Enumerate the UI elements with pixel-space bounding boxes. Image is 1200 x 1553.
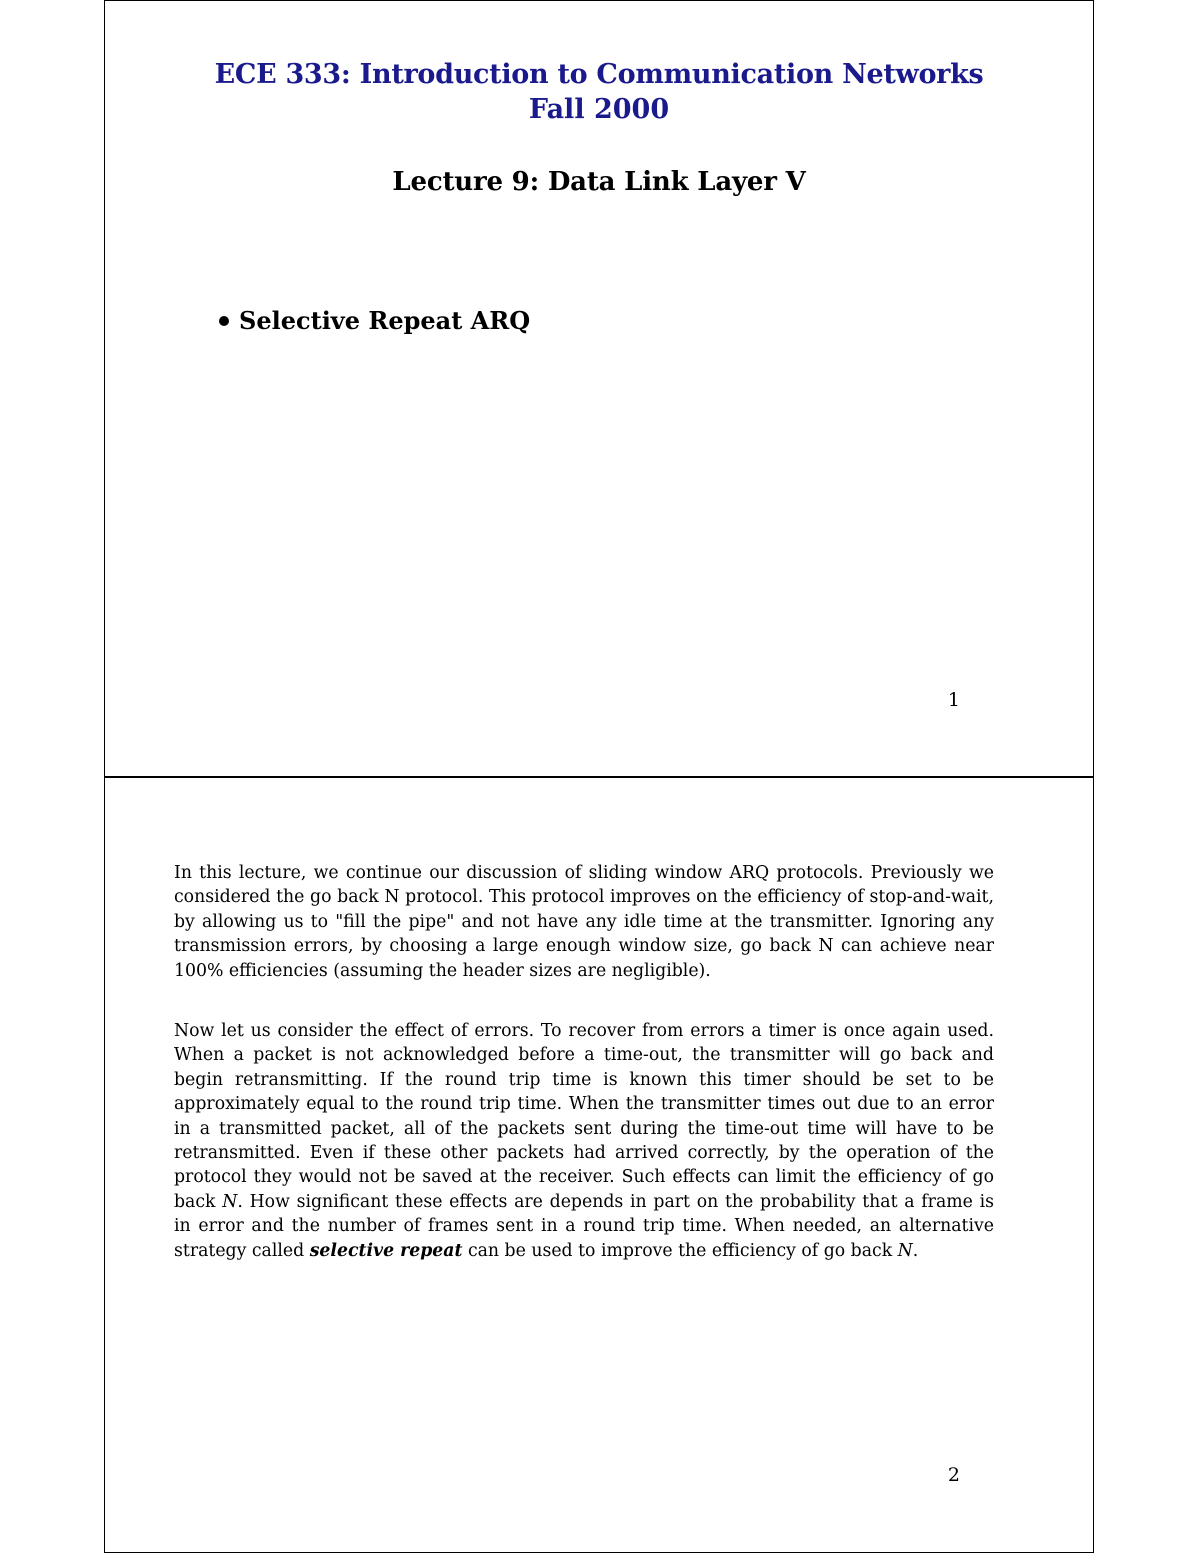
paragraph-text: can be used to improve the efficiency of go back [462,1240,898,1261]
slide-2 [104,776,1094,1553]
paragraph-errors [174,1019,994,1263]
lecture-title: Lecture 9: Data Link Layer V [392,167,806,197]
variable-n: N [897,1240,913,1261]
paragraph-intro: In this lecture, we continue our discussion of sliding window ARQ protocols. Previously we considered the go back N protocol. This protocol improves on the efficiency of stop-and-wait, by allowing us to "fill the pipe" and not have any idle time at the transmitter. Ignoring any transmission errors, by choosing a large enough window size, go back N can achieve near 100% efficiencies (assuming the header sizes are negligible). [174,863,994,981]
course-title: ECE 333: Introduction to Communication Networks [214,59,984,90]
topic-list [219,306,530,335]
emphasized-term: selective repeat [309,1240,463,1261]
course-term: Fall 2000 [528,94,670,125]
page-number: 1 [947,689,960,711]
slide-1 [104,0,1094,778]
bullet-icon [219,316,229,326]
topic-label: Selective Repeat ARQ [239,306,531,335]
paragraph-text: . [912,1240,919,1261]
variable-n: N [222,1191,238,1212]
paragraph-text: Now let us consider the effect of errors. To recover from errors a timer is once again used. When a packet is not acknowledged before a time-out, the transmitter will go back and begin retransmitting. If the round trip time is known this timer should be set to be approximately equal to the round trip time. When the transmitter times out due to an error in a transmitted packet, all of the packets sent during the time-out time will have to be retransmitted. Even if these other packets had arrived correctly, by the operation of the protocol they would not be saved at the receiver. Such effects can limit the efficiency of go back [174,1021,994,1212]
page-number: 2 [947,1464,960,1486]
topic-list-item [219,306,530,335]
paragraph-text: . How significant these effects are depends in part on the probability that a frame is in error and the number of frames sent in a round trip time. When needed, an alternative strategy called [174,1191,994,1261]
